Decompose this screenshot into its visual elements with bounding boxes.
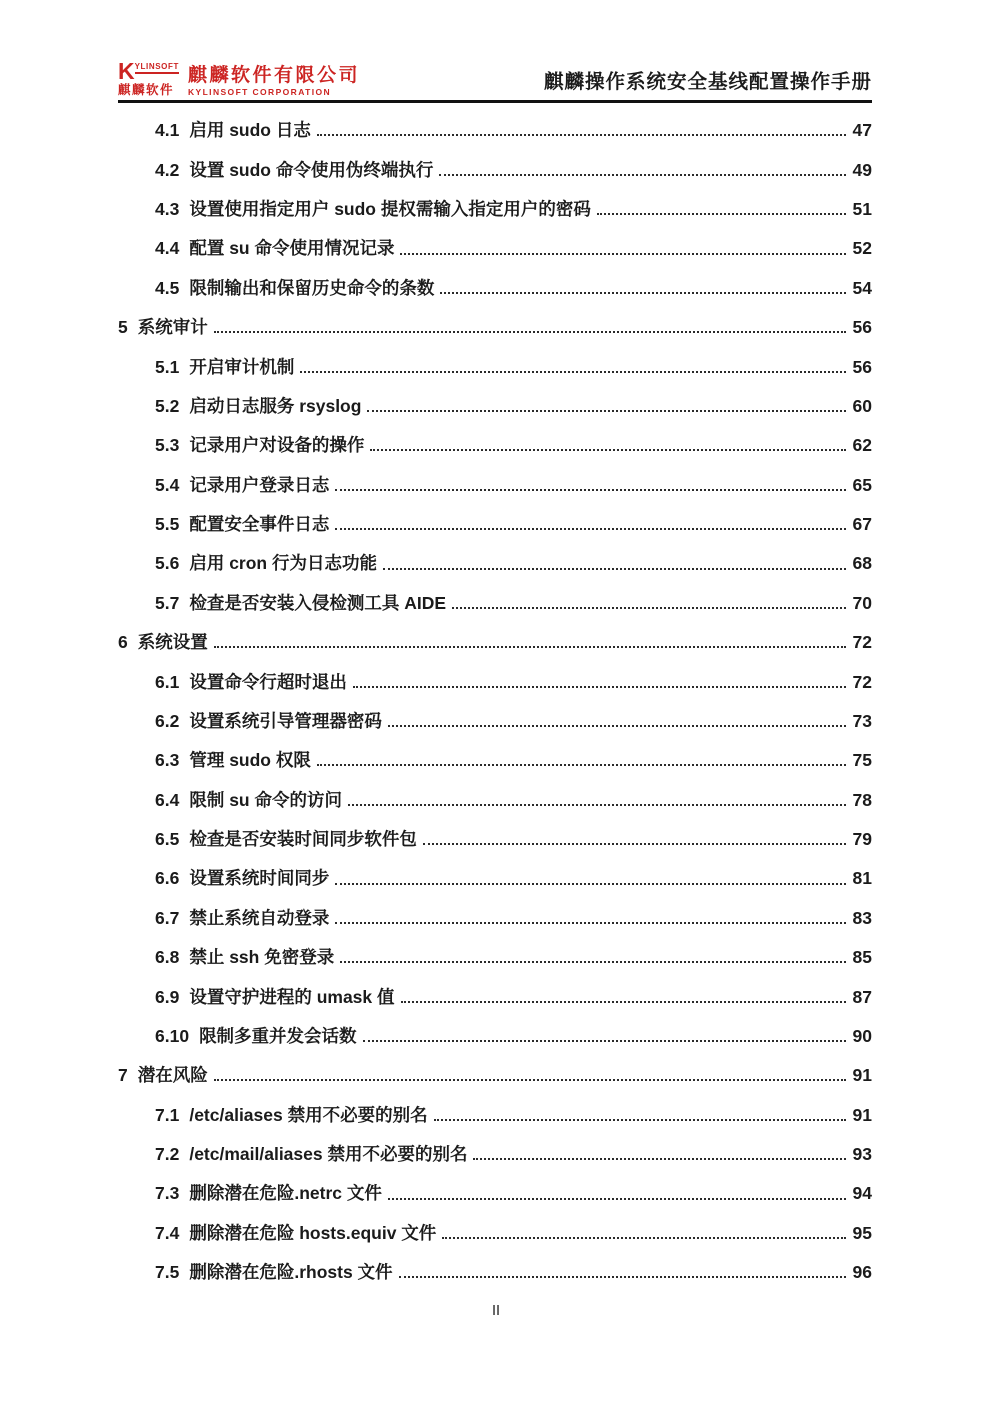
logo-mark-chinese: 麒麟软件 bbox=[118, 82, 175, 97]
toc-entry-number: 7.3 bbox=[155, 1183, 180, 1204]
dot-leader bbox=[370, 449, 846, 451]
toc-entry-number: 5.5 bbox=[155, 514, 180, 534]
toc-entry[interactable] bbox=[118, 423, 872, 462]
toc-entry-title: 限制多重并发会话数 bbox=[199, 1025, 357, 1046]
toc-entry-number: 5.4 bbox=[155, 474, 180, 495]
dot-leader bbox=[340, 961, 846, 963]
toc-entry-page-number: 60 bbox=[852, 395, 872, 416]
dot-leader bbox=[367, 410, 846, 412]
dot-leader bbox=[388, 1198, 846, 1200]
header-divider bbox=[118, 100, 872, 103]
toc-entry-page-number: 75 bbox=[852, 750, 872, 771]
dot-leader bbox=[335, 489, 846, 491]
toc-entry-title: 启用 sudo 日志 bbox=[189, 120, 311, 141]
toc-entry[interactable] bbox=[118, 147, 872, 186]
logo-company-text bbox=[188, 66, 360, 97]
dot-leader bbox=[214, 331, 846, 333]
toc-entry-page-number: 91 bbox=[852, 1104, 872, 1125]
toc-entry[interactable] bbox=[118, 1053, 872, 1092]
toc-entry[interactable] bbox=[118, 502, 872, 541]
dot-leader bbox=[423, 843, 846, 845]
toc-entry[interactable] bbox=[118, 738, 872, 777]
logo-wordmark bbox=[118, 57, 179, 84]
dot-leader bbox=[363, 1040, 846, 1042]
logo-company-name-cn: 麒麟软件有限公司 bbox=[187, 64, 360, 86]
toc-entry[interactable] bbox=[118, 305, 872, 344]
toc-entry-title: 检查是否安装时间同步软件包 bbox=[189, 829, 417, 849]
logo-k-suffix: YLINSOFT bbox=[135, 63, 179, 74]
toc-entry-number: 6.10 bbox=[155, 1025, 190, 1046]
toc-entry-title: 设置守护进程的 umask 值 bbox=[189, 986, 395, 1007]
toc-entry[interactable] bbox=[118, 266, 872, 305]
toc-entry-title: /etc/aliases 禁用不必要的别名 bbox=[189, 1104, 428, 1125]
toc-entry-page-number: 65 bbox=[852, 474, 872, 495]
toc-entry-title: 启用 cron 行为日志功能 bbox=[189, 553, 377, 574]
toc-entry-title: 系统设置 bbox=[137, 632, 208, 653]
dot-leader bbox=[388, 725, 846, 727]
toc-entry[interactable] bbox=[118, 699, 872, 738]
toc-entry-number: 6.5 bbox=[155, 829, 180, 849]
toc-entry-number: 5.6 bbox=[155, 553, 180, 574]
toc-entry-page-number: 72 bbox=[852, 671, 872, 692]
toc-entry[interactable] bbox=[118, 1211, 872, 1250]
dot-leader bbox=[335, 883, 846, 885]
toc-entry-number: 5.2 bbox=[155, 395, 180, 416]
toc-entry-page-number: 49 bbox=[852, 159, 872, 180]
dot-leader bbox=[335, 528, 846, 530]
toc-entry-number: 6.9 bbox=[155, 986, 180, 1007]
toc-entry-title: 限制 su 命令的访问 bbox=[189, 789, 342, 810]
toc-entry-page-number: 73 bbox=[852, 710, 872, 731]
dot-leader bbox=[214, 646, 846, 648]
toc-entry-number: 5.1 bbox=[155, 356, 180, 377]
toc-entry-page-number: 87 bbox=[852, 986, 872, 1007]
dot-leader bbox=[434, 1119, 846, 1121]
dot-leader bbox=[335, 922, 846, 924]
page-footer bbox=[0, 1303, 992, 1319]
toc-entry-page-number: 91 bbox=[852, 1065, 872, 1086]
page-number: II bbox=[491, 1303, 501, 1319]
toc-entry-page-number: 83 bbox=[852, 907, 872, 928]
toc-entry-page-number: 70 bbox=[852, 592, 872, 613]
toc-entry[interactable] bbox=[118, 974, 872, 1013]
toc-entry[interactable] bbox=[118, 108, 872, 147]
toc-entry-number: 4.4 bbox=[155, 238, 180, 259]
toc-entry-title: 开启审计机制 bbox=[189, 356, 295, 377]
toc-entry-title: 配置 su 命令使用情况记录 bbox=[189, 238, 395, 259]
toc-entry-title: 配置安全事件日志 bbox=[189, 514, 330, 534]
toc-entry-page-number: 54 bbox=[852, 277, 872, 298]
page-header bbox=[118, 52, 872, 98]
toc-entry-page-number: 56 bbox=[852, 317, 872, 338]
toc-entry[interactable] bbox=[118, 226, 872, 265]
toc-entry-page-number: 62 bbox=[852, 435, 872, 456]
toc-entry-title: 设置系统时间同步 bbox=[189, 868, 330, 889]
toc-entry-title: 启动日志服务 rsyslog bbox=[189, 395, 362, 416]
toc-entry[interactable] bbox=[118, 659, 872, 698]
toc-entry-number: 7.4 bbox=[155, 1222, 180, 1243]
toc-entry[interactable] bbox=[118, 462, 872, 501]
toc-entry-page-number: 96 bbox=[852, 1262, 872, 1283]
toc-entry-number: 6.3 bbox=[155, 750, 180, 771]
dot-leader bbox=[452, 607, 846, 609]
toc-entry-page-number: 81 bbox=[852, 868, 872, 889]
toc-entry-page-number: 52 bbox=[852, 238, 872, 259]
toc-entry-number: 5.7 bbox=[155, 592, 180, 613]
toc-entry-title: 删除潜在危险 hosts.equiv 文件 bbox=[189, 1222, 437, 1243]
toc-entry[interactable] bbox=[118, 581, 872, 620]
toc-entry[interactable] bbox=[118, 1092, 872, 1131]
toc-entry-number: 7.1 bbox=[155, 1104, 180, 1125]
logo-k-letter: K bbox=[118, 57, 135, 84]
toc-entry-title: 系统审计 bbox=[137, 317, 208, 338]
toc-entry[interactable] bbox=[118, 1250, 872, 1289]
toc-entry-title: 禁止 ssh 免密登录 bbox=[189, 947, 335, 968]
toc-entry-page-number: 68 bbox=[852, 553, 872, 574]
toc-entry-title: 删除潜在危险.rhosts 文件 bbox=[189, 1262, 393, 1283]
dot-leader bbox=[399, 1276, 846, 1278]
toc-entry-title: 潜在风险 bbox=[137, 1065, 208, 1086]
dot-leader bbox=[442, 1237, 846, 1239]
toc-entry-page-number: 95 bbox=[852, 1222, 872, 1243]
toc-entry-title: 限制输出和保留历史命令的条数 bbox=[189, 277, 435, 298]
toc-entry[interactable] bbox=[118, 1014, 872, 1053]
toc-entry[interactable] bbox=[118, 541, 872, 580]
toc-entry-number: 4.5 bbox=[155, 277, 180, 298]
toc-entry[interactable] bbox=[118, 1132, 872, 1171]
dot-leader bbox=[440, 292, 846, 294]
dot-leader bbox=[214, 1079, 846, 1081]
toc-entry-page-number: 90 bbox=[852, 1025, 872, 1046]
toc-entry-title: /etc/mail/aliases 禁用不必要的别名 bbox=[189, 1144, 468, 1164]
toc-entry-number: 6.2 bbox=[155, 710, 180, 731]
toc-entry[interactable] bbox=[118, 344, 872, 383]
toc-entry[interactable] bbox=[118, 817, 872, 856]
toc-entry-number: 7.2 bbox=[155, 1144, 180, 1164]
toc-entry-title: 删除潜在危险.netrc 文件 bbox=[189, 1183, 382, 1204]
toc-entry-title: 管理 sudo 权限 bbox=[189, 750, 311, 771]
toc-entry-page-number: 72 bbox=[852, 632, 872, 653]
toc-entry-number: 6.1 bbox=[155, 671, 180, 692]
toc-entry-number: 5 bbox=[118, 317, 128, 338]
kylinsoft-logo-mark bbox=[118, 57, 179, 97]
toc-entry-number: 7 bbox=[118, 1065, 128, 1086]
toc-entry[interactable] bbox=[118, 1171, 872, 1210]
dot-leader bbox=[348, 804, 846, 806]
toc-entry-title: 禁止系统自动登录 bbox=[189, 907, 330, 928]
toc-entry[interactable] bbox=[118, 856, 872, 895]
dot-leader bbox=[473, 1158, 846, 1160]
dot-leader bbox=[383, 568, 846, 570]
toc-entry[interactable] bbox=[118, 777, 872, 816]
toc-entry-number: 4.1 bbox=[155, 120, 180, 141]
toc-entry-number: 6.8 bbox=[155, 947, 180, 968]
toc-entry-title: 记录用户登录日志 bbox=[189, 474, 330, 495]
toc-entry-title: 设置系统引导管理器密码 bbox=[189, 710, 382, 731]
toc-entry-number: 5.3 bbox=[155, 435, 180, 456]
toc-entry-title: 检查是否安装入侵检测工具 AIDE bbox=[189, 592, 446, 613]
toc-entry-number: 6.4 bbox=[155, 789, 180, 810]
dot-leader bbox=[400, 253, 846, 255]
dot-leader bbox=[401, 1001, 847, 1003]
toc-entry-title: 设置命令行超时退出 bbox=[189, 671, 347, 692]
toc-entry-page-number: 78 bbox=[852, 789, 872, 810]
toc-entry-page-number: 94 bbox=[852, 1183, 872, 1204]
dot-leader bbox=[317, 134, 846, 136]
logo-company-name-en: KYLINSOFT CORPORATION bbox=[187, 86, 332, 97]
toc-entry-page-number: 47 bbox=[852, 120, 872, 141]
document-title: 麒麟操作系统安全基线配置操作手册 bbox=[543, 71, 872, 93]
toc-entry-number: 6.6 bbox=[155, 868, 180, 889]
toc-entry-number: 6 bbox=[118, 632, 128, 653]
toc-entry-page-number: 67 bbox=[852, 514, 872, 534]
dot-leader bbox=[353, 686, 846, 688]
toc-entry[interactable] bbox=[118, 935, 872, 974]
toc-entry-number: 4.3 bbox=[155, 199, 180, 219]
dot-leader bbox=[300, 371, 846, 373]
toc-entry[interactable] bbox=[118, 384, 872, 423]
toc-entry-page-number: 56 bbox=[852, 356, 872, 377]
toc-entry-number: 6.7 bbox=[155, 907, 180, 928]
toc-entry-page-number: 51 bbox=[852, 199, 872, 219]
toc-entry[interactable] bbox=[118, 187, 872, 226]
toc-entry[interactable] bbox=[118, 896, 872, 935]
toc-entry-page-number: 79 bbox=[852, 829, 872, 849]
toc-entry-number: 4.2 bbox=[155, 159, 180, 180]
toc-entry-number: 7.5 bbox=[155, 1262, 180, 1283]
dot-leader bbox=[597, 213, 846, 215]
toc-entry-title: 设置使用指定用户 sudo 提权需输入指定用户的密码 bbox=[189, 199, 591, 219]
toc-entry-title: 设置 sudo 命令使用伪终端执行 bbox=[189, 159, 434, 180]
dot-leader bbox=[317, 764, 846, 766]
toc-entry-page-number: 93 bbox=[852, 1144, 872, 1164]
kylinsoft-logo bbox=[118, 57, 360, 98]
toc-entry-page-number: 85 bbox=[852, 947, 872, 968]
table-of-contents bbox=[118, 108, 872, 1289]
dot-leader bbox=[439, 174, 846, 176]
toc-entry[interactable] bbox=[118, 620, 872, 659]
toc-entry-title: 记录用户对设备的操作 bbox=[189, 435, 365, 456]
